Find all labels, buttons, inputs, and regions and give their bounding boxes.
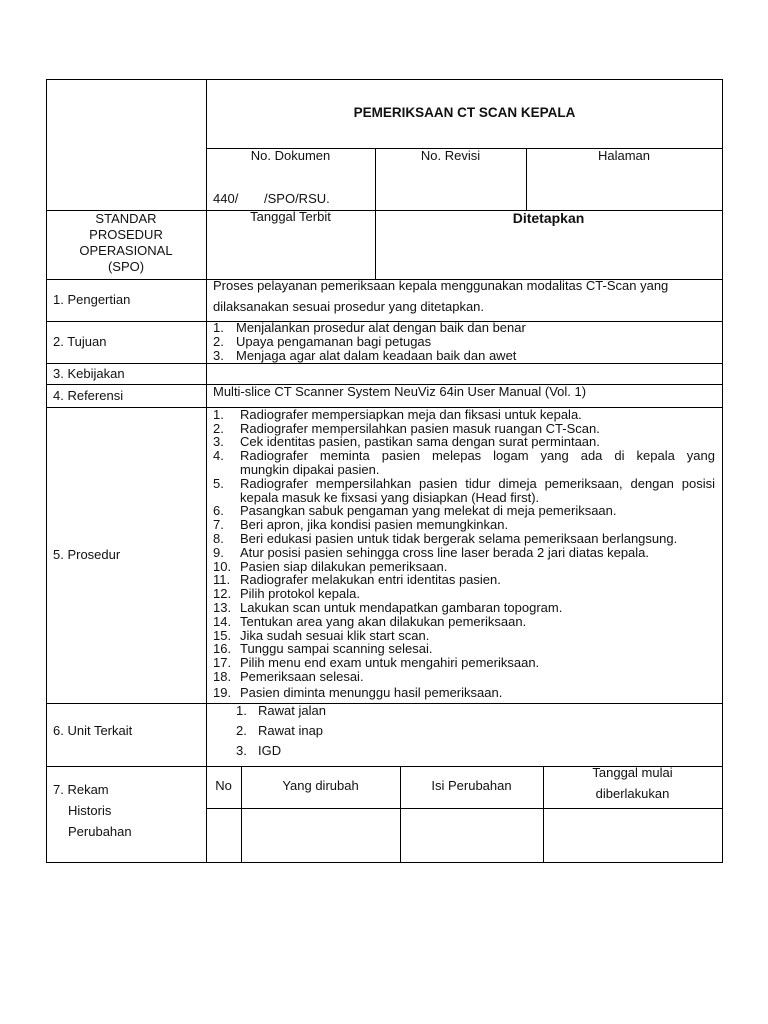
tujuan-item-2: Upaya pengamanan bagi petugas	[236, 334, 432, 349]
tujuan-item-3: Menjaga agar alat dalam keadaan baik dan awet	[236, 348, 517, 363]
prosedur-num-2: 2.	[213, 421, 224, 436]
prosedur-num-4: 4.	[213, 448, 224, 463]
prosedur-item-11: Radiografer melakukan entri identitas pasien.	[240, 572, 501, 587]
spo-line-1: STANDAR	[95, 211, 157, 226]
pengertian-line-1: Proses pelayanan pemeriksaan kepala menggunakan modalitas CT-Scan yang	[213, 278, 669, 293]
row-line-kebijakan	[46, 363, 723, 364]
rekam-col-yang-dirubah: Yang dirubah	[282, 778, 359, 793]
prosedur-num-7: 7.	[213, 517, 224, 532]
prosedur-item-6: Pasangkan sabuk pengaman yang melekat di meja pemeriksaan.	[240, 503, 617, 518]
prosedur-num-17: 17.	[213, 655, 232, 670]
border-left	[46, 79, 47, 863]
halaman-label: Halaman	[597, 148, 651, 163]
document-title: PEMERIKSAAN CT SCAN KEPALA	[353, 105, 576, 120]
tujuan-item-1: Menjalankan prosedur alat dengan baik dan benar	[236, 320, 526, 335]
prosedur-label: 5. Prosedur	[53, 547, 121, 562]
prosedur-num-9: 9.	[213, 545, 224, 560]
prosedur-num-14: 14.	[213, 614, 232, 629]
prosedur-item-2: Radiografer mempersilahkan pasien masuk ruangan CT-Scan.	[240, 421, 600, 436]
spo-line-3: OPERASIONAL	[79, 243, 173, 258]
unit-item-1: Rawat jalan	[258, 703, 326, 718]
tanggal-terbit-label: Tanggal Terbit	[250, 209, 331, 224]
unit-terkait-label: 6. Unit Terkait	[53, 723, 133, 738]
unit-item-3: IGD	[258, 743, 282, 758]
row-line-unit	[46, 703, 723, 704]
prosedur-item-13: Lakukan scan untuk mendapatkan gambaran topogram.	[240, 600, 563, 615]
rekam-col-tanggal-2: diberlakukan	[595, 786, 670, 801]
prosedur-item-18: Pemeriksaan selesai.	[240, 669, 364, 684]
referensi-label: 4. Referensi	[53, 388, 124, 403]
rekam-col-isi-perubahan: Isi Perubahan	[431, 778, 512, 793]
ditetapkan-label: Ditetapkan	[512, 210, 585, 226]
rekam-col-tanggal-1: Tanggal mulai	[592, 765, 673, 780]
prosedur-num-13: 13.	[213, 600, 232, 615]
prosedur-num-10: 10.	[213, 559, 232, 574]
tujuan-label: 2. Tujuan	[53, 334, 107, 349]
unit-num-3: 3.	[236, 743, 247, 758]
prosedur-item-10: Pasien siap dilakukan pemeriksaan.	[240, 559, 448, 574]
prosedur-num-19: 19.	[213, 685, 232, 700]
unit-num-1: 1.	[236, 703, 247, 718]
border-right	[722, 79, 723, 863]
tujuan-num-3: 3.	[213, 348, 224, 363]
prosedur-item-14: Tentukan area yang akan dilakukan pemeriksaan.	[240, 614, 527, 629]
column-divider	[206, 79, 207, 863]
prosedur-num-15: 15.	[213, 628, 232, 643]
prosedur-item-7: Beri apron, jika kondisi pasien memungkinkan.	[240, 517, 509, 532]
prosedur-item-5-cont: kepala masuk ke fixsasi yang disiapkan (Head first).	[240, 490, 540, 505]
rekam-label-3: Perubahan	[68, 824, 132, 839]
tujuan-num-1: 1.	[213, 320, 224, 335]
unit-item-2: Rawat inap	[258, 723, 324, 738]
prosedur-num-8: 8.	[213, 531, 224, 546]
rekam-label-1: 7. Rekam	[53, 782, 109, 797]
prosedur-item-16: Tunggu sampai scanning selesai.	[240, 641, 433, 656]
prosedur-num-16: 16.	[213, 641, 232, 656]
prosedur-item-9: Atur posisi pasien sehingga cross line laser berada 2 jari diatas kepala.	[240, 545, 650, 560]
prosedur-item-12: Pilih protokol kepala.	[240, 586, 360, 601]
referensi-text: Multi-slice CT Scanner System NeuViz 64in User Manual (Vol. 1)	[213, 384, 587, 399]
spo-line-4: (SPO)	[107, 259, 145, 274]
no-revisi-label: No. Revisi	[420, 148, 481, 163]
pengertian-line-2: dilaksanakan sesuai prosedur yang ditetapkan.	[213, 299, 485, 314]
prosedur-num-5: 5.	[213, 476, 224, 491]
rekam-col-3	[543, 766, 544, 863]
prosedur-num-12: 12.	[213, 586, 232, 601]
prosedur-item-4: Radiografer meminta pasien melepas logam yang ada di kepala yang	[240, 448, 715, 463]
prosedur-item-5: Radiografer mempersilahkan pasien tidur dimeja pemeriksaan, dengan posisi	[240, 476, 715, 491]
prosedur-item-17: Pilih menu end exam untuk mengahiri pemeriksaan.	[240, 655, 540, 670]
prosedur-num-18: 18.	[213, 669, 232, 684]
prosedur-item-19: Pasien diminta menunggu hasil pemeriksaan.	[240, 685, 503, 700]
no-dokumen-value-b: /SPO/RSU.	[264, 191, 330, 206]
pengertian-label: 1. Pengertian	[53, 292, 131, 307]
rekam-header-line	[206, 808, 723, 809]
prosedur-num-3: 3.	[213, 434, 224, 449]
prosedur-item-8: Beri edukasi pasien untuk tidak bergerak selama pemeriksaan berlangsung.	[240, 531, 678, 546]
rekam-col-no: No	[215, 778, 232, 793]
prosedur-item-4-cont: mungkin dipakai pasien.	[240, 462, 380, 477]
no-dokumen-value-a: 440/	[213, 191, 239, 206]
no-dokumen-label: No. Dokumen	[250, 148, 331, 163]
border-top	[46, 79, 723, 80]
kebijakan-label: 3. Kebijakan	[53, 366, 125, 381]
unit-num-2: 2.	[236, 723, 247, 738]
prosedur-num-11: 11.	[213, 572, 231, 587]
border-bottom	[46, 862, 723, 863]
prosedur-item-3: Cek identitas pasien, pastikan sama dengan surat permintaan.	[240, 434, 600, 449]
prosedur-num-1: 1.	[213, 407, 224, 422]
prosedur-num-6: 6.	[213, 503, 224, 518]
prosedur-item-1: Radiografer mempersiapkan meja dan fiksasi untuk kepala.	[240, 407, 582, 422]
tujuan-num-2: 2.	[213, 334, 224, 349]
rekam-label-2: Historis	[68, 803, 112, 818]
spo-line-2: PROSEDUR	[89, 227, 163, 242]
prosedur-item-15: Jika sudah sesuai klik start scan.	[240, 628, 430, 643]
